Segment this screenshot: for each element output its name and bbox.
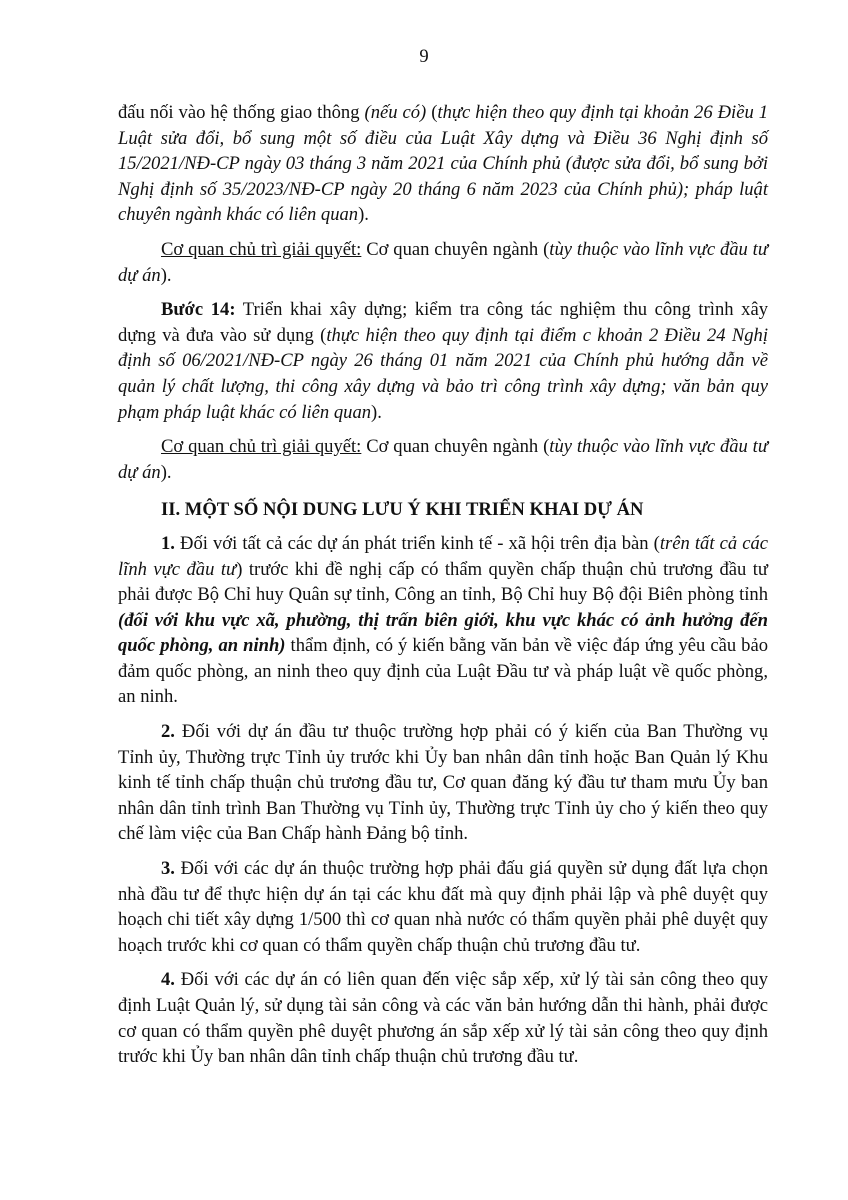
document-body xyxy=(118,100,768,1079)
step-14-paragraph: Bước 14: Triển khai xây dựng; kiểm tra công tác nghiệm thu công trình xây dựng và đưa vào sử dụng (thực hiện theo quy định tại điểm c khoản 2 Điều 24 Nghị định số 06/2021/NĐ-CP ngày 26 tháng 01 năm 2021 của Chính phủ hướng dẫn về quản lý chất lượng, thi công xây dựng và bảo trì công trình xây dựng; văn bản quy phạm pháp luật khác có liên quan). xyxy=(118,299,768,423)
item-number: 1. xyxy=(161,532,175,554)
page-number: 9 xyxy=(419,46,429,67)
note-item-4: 4. Đối với các dự án có liên quan đến việc sắp xếp, xử lý tài sản công theo quy định Luật Quản lý, sử dụng tài sản công và các văn bản hướng dẫn thi hành, phải được cơ quan có thẩm quyền phê duyệt phương án sắp xếp xử lý tài sản công theo quy định trước khi Ủy ban nhân dân tỉnh chấp thuận chủ trương đầu tư. xyxy=(118,969,768,1068)
note-item-2: 2. Đối với dự án đầu tư thuộc trường hợp phải có ý kiến của Ban Thường vụ Tỉnh ủy, Thường trực Tỉnh ủy trước khi Ủy ban nhân dân tỉnh hoặc Ban Quản lý Khu kinh tế tỉnh chấp thuận chủ trương đầu tư, Cơ quan đăng ký đầu tư tham mưu Ủy ban nhân dân tỉnh trình Ban Thường vụ Tỉnh ủy, Thường trực Tỉnh ủy cho ý kiến theo quy chế làm việc của Ban Chấp hành Đảng bộ tỉnh. xyxy=(118,721,768,845)
note-item-1: 1. Đối với tất cả các dự án phát triển kinh tế - xã hội trên địa bàn (trên tất cả các lĩnh vực đầu tư) trước khi đề nghị cấp có thẩm quyền chấp thuận chủ trương đầu tư phải được Bộ Chỉ huy Quân sự tỉnh, Công an tỉnh, Bộ Chỉ huy Bộ đội Biên phòng tỉnh (đối với khu vực xã, phường, thị trấn biên giới, khu vực khác có ảnh hưởng đến quốc phòng, an ninh) thẩm định, có ý kiến bằng văn bản về việc đáp ứng yêu cầu bảo đảm quốc phòng, an ninh theo quy định của Luật Đầu tư và pháp luật về quốc phòng, an ninh. xyxy=(118,532,769,708)
agency-paragraph-1: Cơ quan chủ trì giải quyết: Cơ quan chuyên ngành (tùy thuộc vào lĩnh vực đầu tư dự án). xyxy=(118,238,768,286)
item-number: 4. xyxy=(161,969,175,991)
section-heading: II. MỘT SỐ NỘI DUNG LƯU Ý KHI TRIỂN KHAI DỰ ÁN xyxy=(161,499,644,521)
note-item-3: 3. Đối với các dự án thuộc trường hợp phải đấu giá quyền sử dụng đất lựa chọn nhà đầu tư để thực hiện dự án tại các khu đất mà quy định phải lập và phê duyệt quy hoạch chi tiết xây dựng 1/500 thì cơ quan nhà nước có thẩm quyền phải phê duyệt quy hoạch trước khi cơ quan có thẩm quyền chấp thuận chủ trương đầu tư. xyxy=(118,858,768,956)
item-number: 3. xyxy=(161,858,175,880)
agency-label: Cơ quan chủ trì giải quyết: xyxy=(161,238,362,260)
agency-label: Cơ quan chủ trì giải quyết: xyxy=(161,436,362,458)
item-number: 2. xyxy=(161,721,175,743)
agency-paragraph-2: Cơ quan chủ trì giải quyết: Cơ quan chuyên ngành (tùy thuộc vào lĩnh vực đầu tư dự án). xyxy=(118,436,768,483)
step-14-label: Bước 14: xyxy=(161,299,236,321)
paragraph-traffic-connection: đấu nối vào hệ thống giao thông (nếu có) (thực hiện theo quy định tại khoản 26 Điều 1 Luật sửa đổi, bổ sung một số điều của Luật Xây dựng và Điều 36 Nghị định số 15/2021/NĐ-CP ngày 03 tháng 3 năm 2021 của Chính phủ (được sửa đổi, bổ sung bởi Nghị định số 35/2023/NĐ-CP ngày 20 tháng 6 năm 2023 của Chính phủ); pháp luật chuyên ngành khác có liên quan). xyxy=(118,102,769,226)
